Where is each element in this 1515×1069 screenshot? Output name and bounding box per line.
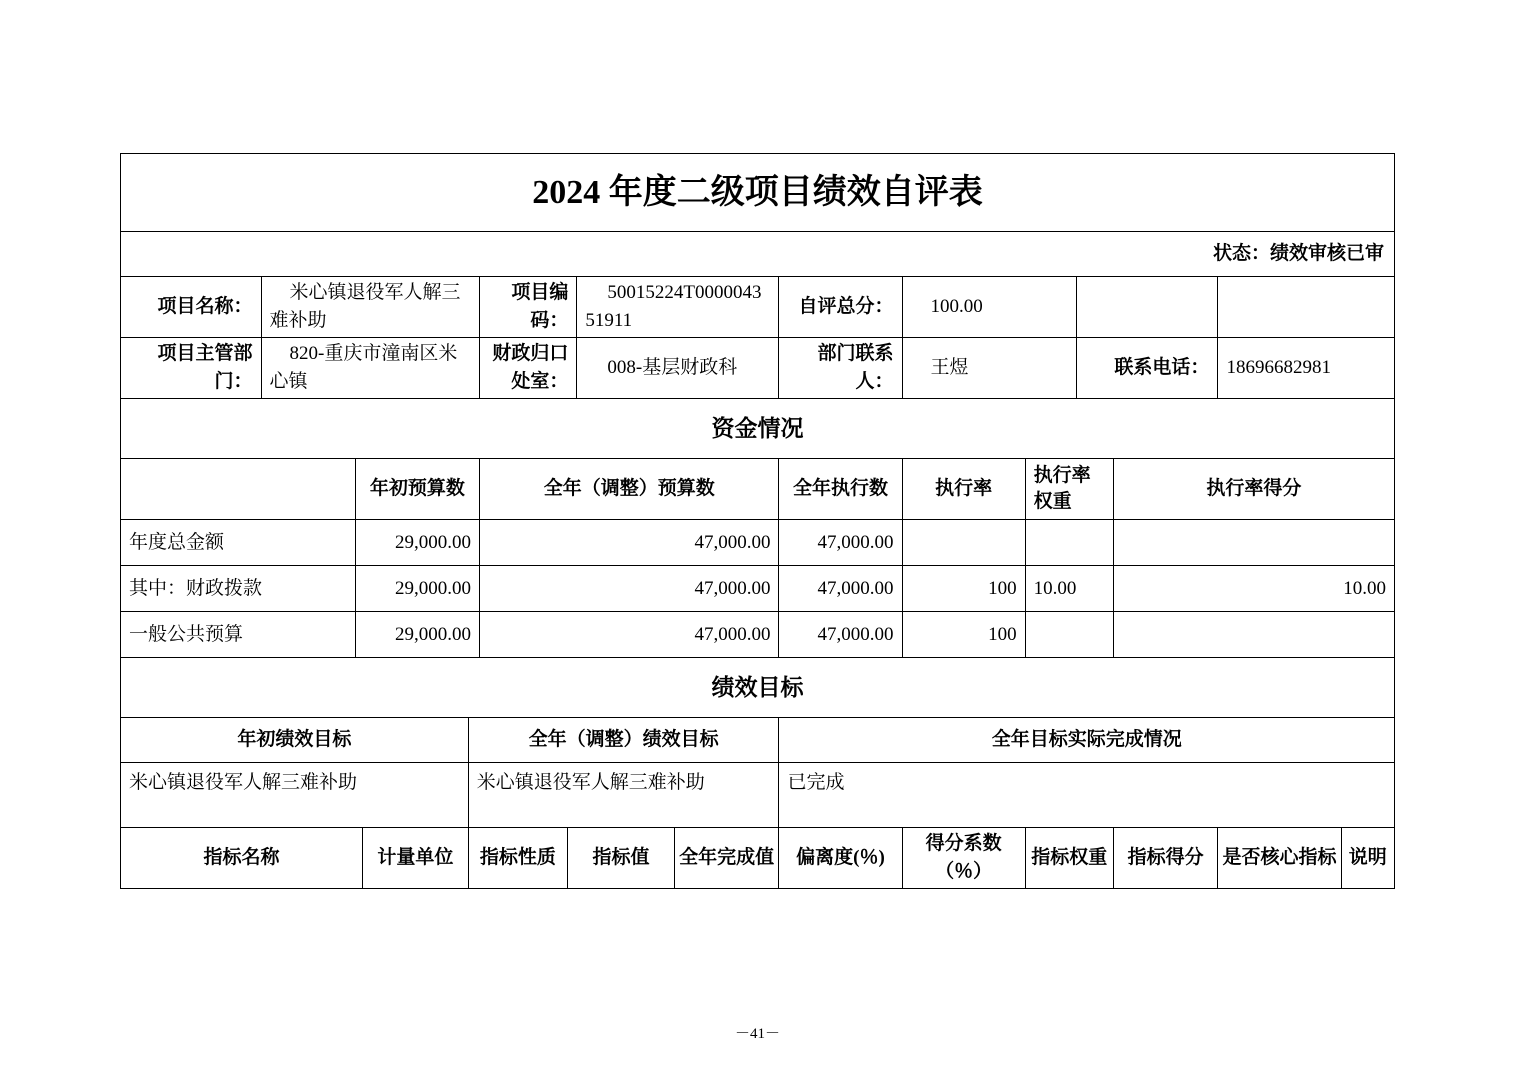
project-code-label: 项目编码： [479,277,576,338]
project-name-value: 米心镇退役军人解三难补助 [261,277,479,338]
funds-header-adjusted: 全年（调整）预算数 [479,459,778,520]
indicator-header-completed: 全年完成值 [674,828,779,889]
total-score-value: 100.00 [902,277,1076,338]
status-text: 状态：绩效审核已审 [121,232,1395,277]
total-score-label: 自评总分： [779,277,902,338]
funds-row-label: 年度总金额 [121,520,356,566]
funds-row-score: 10.00 [1113,566,1394,612]
goal-initial-value: 米心镇退役军人解三难补助 [121,763,469,828]
funds-row-weight [1025,520,1113,566]
project-name-label: 项目名称： [121,277,262,338]
indicator-header-unit: 计量单位 [363,828,469,889]
indicator-header-deviation: 偏离度(％) [779,828,902,889]
funds-row-label: 其中：财政拨款 [121,566,356,612]
funds-header-rate: 执行率 [902,459,1025,520]
evaluation-table [120,153,1395,889]
funds-row-rate [902,520,1025,566]
funds-row-initial: 29,000.00 [355,566,479,612]
empty-cell [1218,277,1395,338]
phone-value: 18696682981 [1218,338,1395,399]
funds-row-adjusted: 47,000.00 [479,520,778,566]
indicator-header-name: 指标名称 [121,828,363,889]
goal-actual-value: 已完成 [779,763,1395,828]
dept-value: 820-重庆市潼南区米心镇 [261,338,479,399]
funds-section-title: 资金情况 [121,399,1395,459]
empty-cell [1076,277,1218,338]
funds-header-initial: 年初预算数 [355,459,479,520]
page-number: －41－ [734,1026,780,1042]
funds-header-score: 执行率得分 [1113,459,1394,520]
funds-header-executed: 全年执行数 [779,459,902,520]
funds-row-rate: 100 [902,566,1025,612]
funds-header-weight: 执行率权重 [1025,459,1113,520]
funds-row-weight: 10.00 [1025,566,1113,612]
funds-row-score [1113,520,1394,566]
funds-row-executed: 47,000.00 [779,520,902,566]
funds-row-initial: 29,000.00 [355,612,479,658]
evaluation-sheet [120,153,1395,889]
funds-row-initial: 29,000.00 [355,520,479,566]
contact-label: 部门联系人： [779,338,902,399]
funds-row-label: 一般公共预算 [121,612,356,658]
funds-row-rate: 100 [902,612,1025,658]
project-code-value: 50015224T000004351911 [577,277,779,338]
funds-row-executed: 47,000.00 [779,612,902,658]
goals-header-actual: 全年目标实际完成情况 [779,718,1395,763]
funds-row-adjusted: 47,000.00 [479,612,778,658]
goals-header-initial: 年初绩效目标 [121,718,469,763]
indicator-header-coefficient: 得分系数（％） [902,828,1025,889]
contact-value: 王煜 [902,338,1076,399]
funds-row-score [1113,612,1394,658]
indicator-header-core: 是否核心指标 [1218,828,1341,889]
funds-header-empty [121,459,356,520]
goal-adjusted-value: 米心镇退役军人解三难补助 [468,763,779,828]
page-title: 2024 年度二级项目绩效自评表 [121,154,1395,232]
indicator-header-weight: 指标权重 [1025,828,1113,889]
indicator-header-value: 指标值 [568,828,675,889]
phone-label: 联系电话： [1076,338,1218,399]
indicator-header-note: 说明 [1341,828,1394,889]
goals-section-title: 绩效目标 [121,658,1395,718]
finance-office-label: 财政归口处室： [479,338,576,399]
funds-row-adjusted: 47,000.00 [479,566,778,612]
finance-office-value: 008-基层财政科 [577,338,779,399]
dept-label: 项目主管部门： [121,338,262,399]
indicator-header-nature: 指标性质 [468,828,567,889]
goals-header-adjusted: 全年（调整）绩效目标 [468,718,779,763]
funds-row-executed: 47,000.00 [779,566,902,612]
funds-row-weight [1025,612,1113,658]
indicator-header-score: 指标得分 [1113,828,1218,889]
